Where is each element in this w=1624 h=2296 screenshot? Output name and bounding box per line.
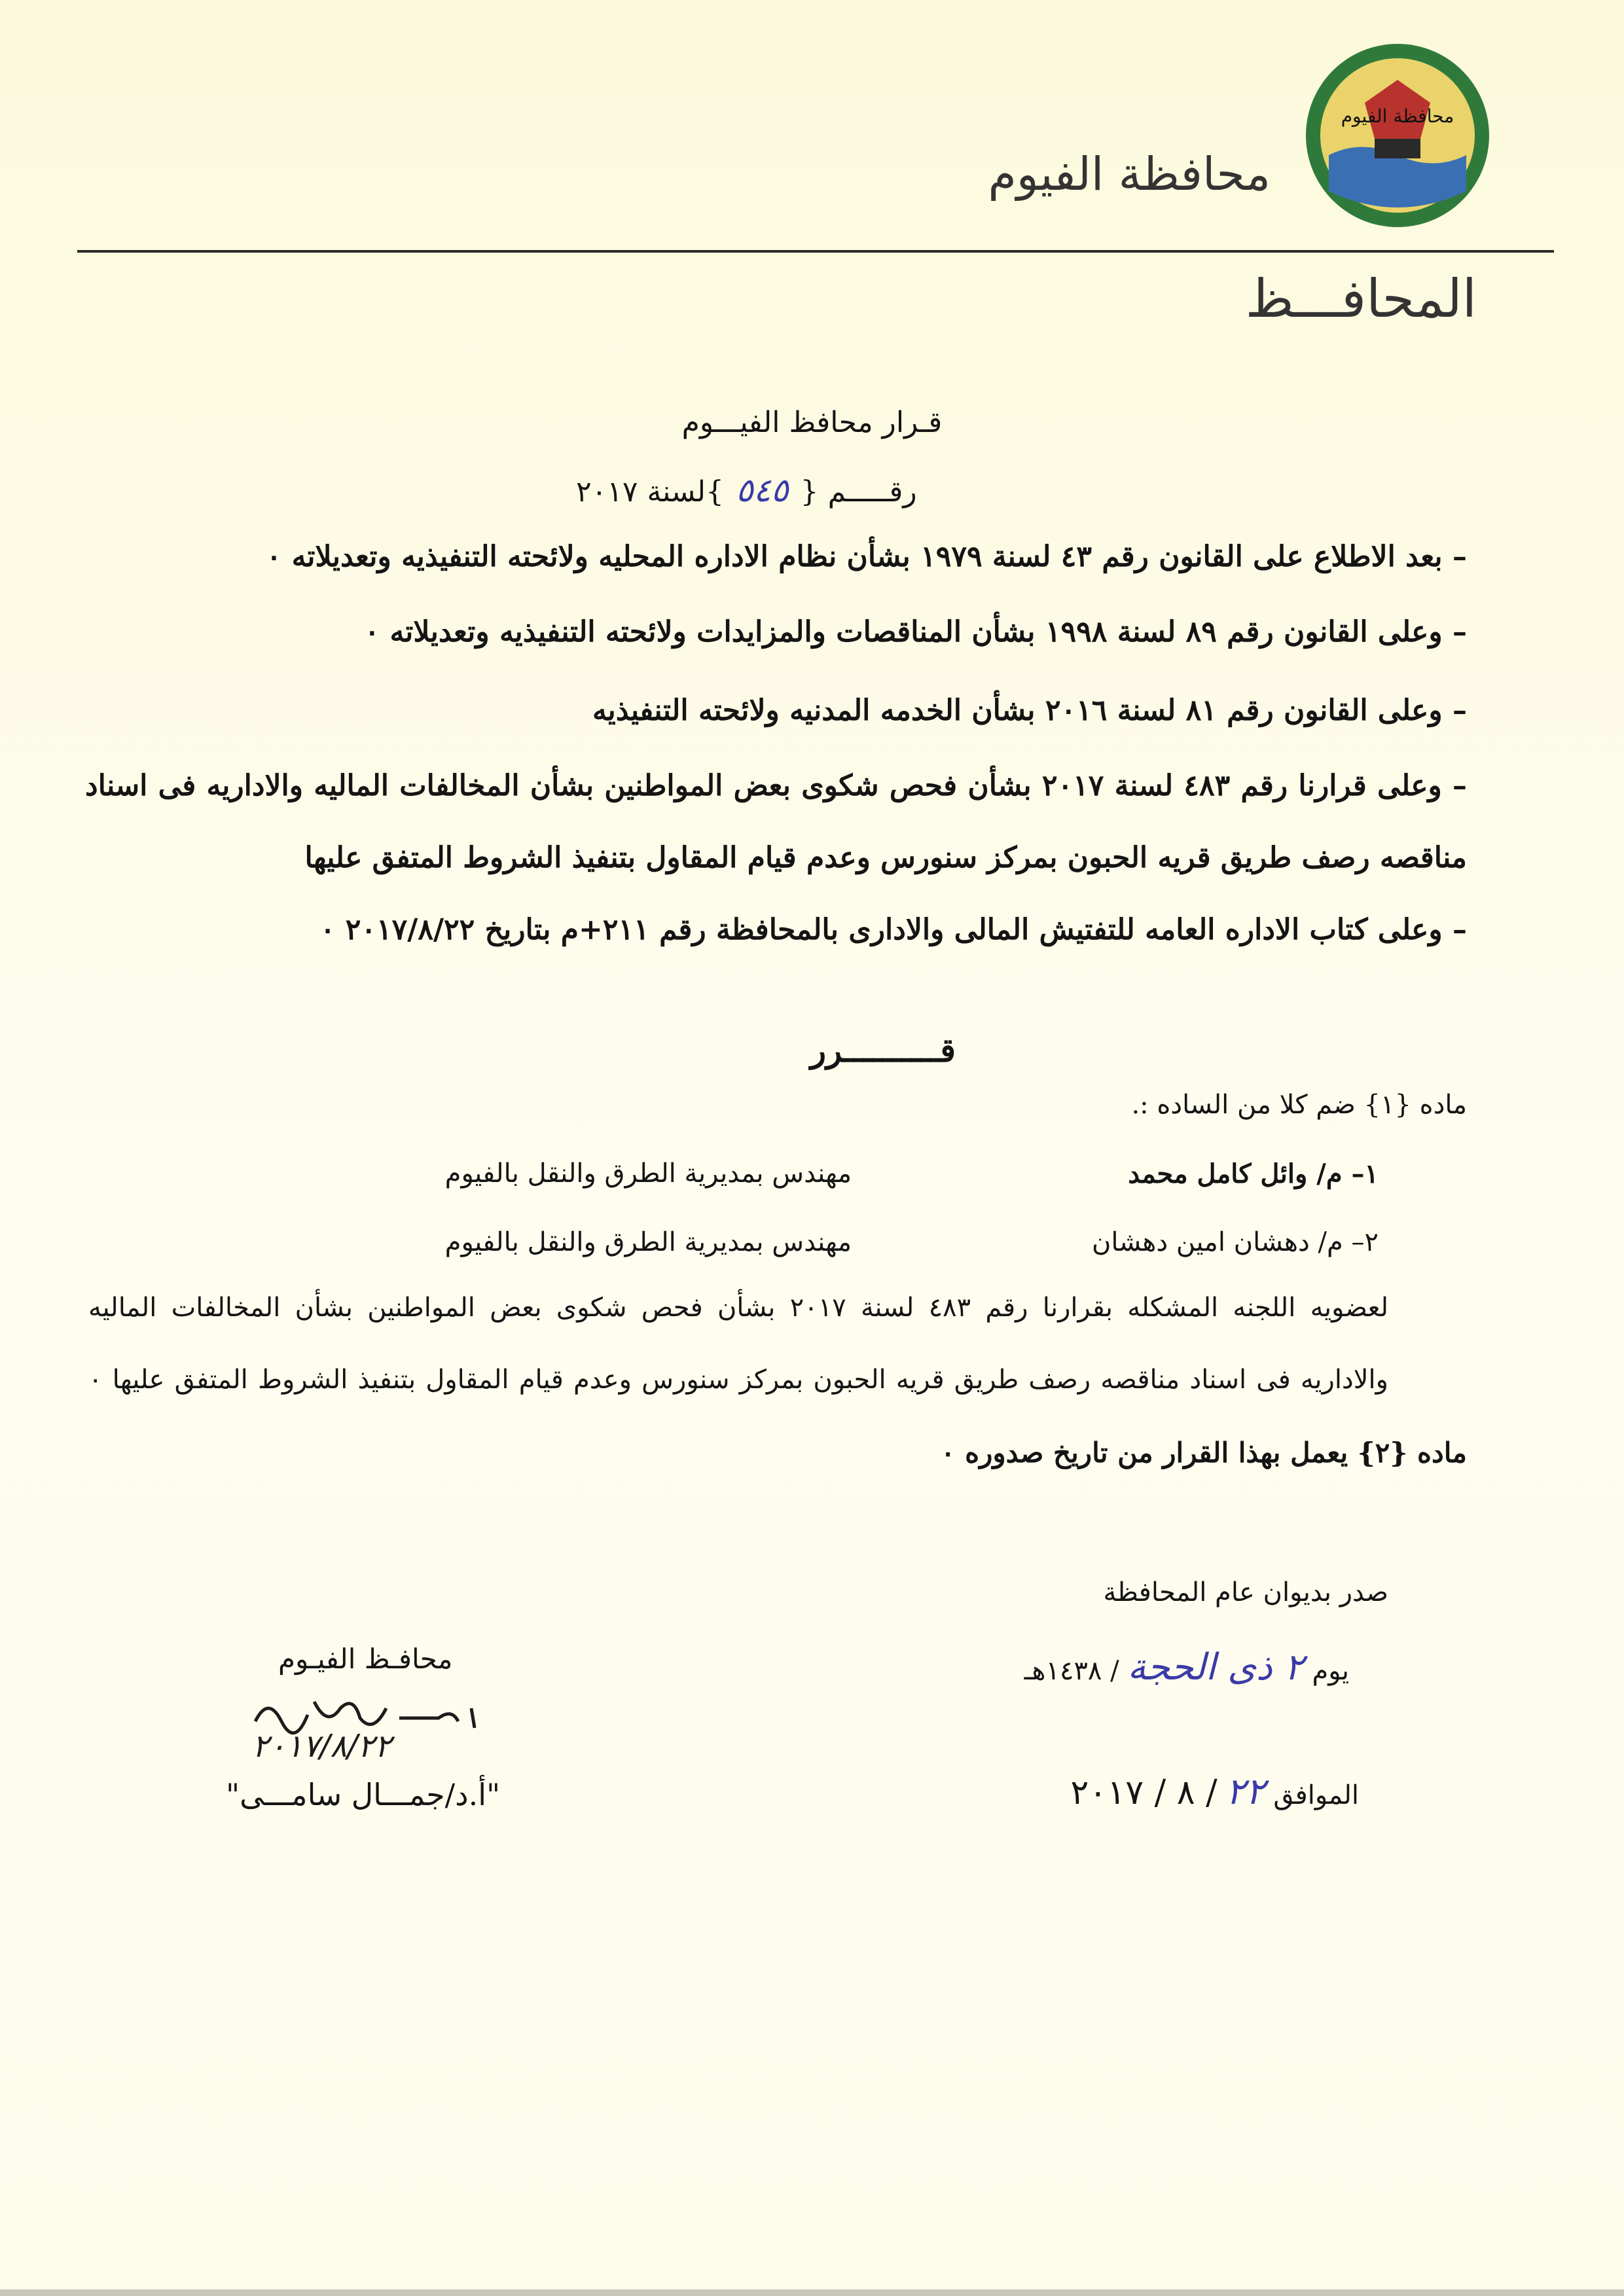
logo-text: محافظة الفيوم [1341, 105, 1454, 127]
office-title: المحافـــظ [1245, 268, 1477, 329]
member-name: ١– م/ وائل كامل محمد [1128, 1158, 1379, 1189]
membership-line: والاداريه فى اسناد مناقصه رصف طريق قريه الحبون بمركز سنورس وعدم قيام المقاول بتنفيذ الشروط المتفق عليها ٠ [88, 1365, 1388, 1395]
gregorian-date [1070, 1770, 1359, 1813]
hijri-year: / ١٤٣٨هـ [1024, 1656, 1119, 1686]
issued-at: صدر بديوان عام المحافظة [1103, 1577, 1388, 1607]
member-name: ٢– م/ دهشان امين دهشان [1092, 1227, 1379, 1257]
header-rule [77, 250, 1554, 253]
hijri-handwritten: ٢ ذى الحجة [1127, 1646, 1304, 1689]
signatory-title: محافـظ الفيـوم [278, 1643, 453, 1675]
governorate-name: محافظة الفيوم [988, 147, 1271, 201]
preamble-line: – وعلى كتاب الاداره العامه للتفتيش المالى والادارى بالمحافظة رقم ٢١١+م بتاريخ ٢٠١٧/٨/٢٢ ٠ [319, 913, 1467, 946]
preamble-line: – بعد الاطلاع على القانون رقم ٤٣ لسنة ١٩٧٩ بشأن نظام الاداره المحليه ولائحته التنفيذيه وتعديلاته ٠ [266, 540, 1467, 573]
greg-handwritten: ٢٢ [1225, 1770, 1265, 1813]
membership-line: لعضويه اللجنه المشكله بقرارنا رقم ٤٨٣ لسنة ٢٠١٧ بشأن فحص شكوى بعض المواطنين بشأن المخالفات الماليه [88, 1293, 1389, 1323]
preamble-line: مناقصه رصف طريق قريه الحبون بمركز سنورس وعدم قيام المقاول بتنفيذ الشروط المتفق عليها [304, 841, 1467, 874]
governorate-logo [1303, 41, 1492, 230]
decree-number-prefix: رقـــــم { [800, 475, 917, 509]
decree-number-suffix: }لسنة ٢٠١٧ [576, 475, 725, 509]
preamble-line: – وعلى القانون رقم ٨٩ لسنة ١٩٩٨ بشأن المناقصات والمزايدات ولائحته التنفيذيه وتعديلاته ٠ [364, 615, 1467, 649]
member-role: مهندس بمديرية الطرق والنقل بالفيوم [444, 1227, 852, 1257]
decree-title: قـرار محافظ الفيـــوم [681, 406, 943, 439]
decree-number [576, 471, 917, 509]
preamble-line: – وعلى القانون رقم ٨١ لسنة ٢٠١٦ بشأن الخدمه المدنيه ولائحته التنفيذيه [592, 694, 1467, 727]
hijri-date [1024, 1646, 1349, 1689]
hijri-prefix: يوم [1312, 1656, 1349, 1686]
greg-rest: / ٨ / ٢٠١٧ [1070, 1773, 1218, 1812]
decree-number-handwritten: ٥٤٥ [736, 471, 789, 509]
scan-edge [0, 2289, 1624, 2296]
member-role: مهندس بمديرية الطرق والنقل بالفيوم [444, 1158, 852, 1189]
signature-date: ٢٠١٧/٨/٢٢ [252, 1728, 391, 1765]
decides-heading: قــــــــــرر [810, 1031, 956, 1069]
greg-prefix: الموافق [1273, 1780, 1359, 1810]
signatory-name: "أ.د/جمـــال سامـــى" [226, 1777, 501, 1812]
article-2: ماده {٢} يعمل بهذا القرار من تاريخ صدوره ٠ [940, 1437, 1467, 1469]
article-1-intro: ماده {١} ضم كلا من الساده :. [1131, 1090, 1467, 1120]
preamble-line: – وعلى قرارنا رقم ٤٨٣ لسنة ٢٠١٧ بشأن فحص شكوى بعض المواطنين بشأن المخالفات الماليه والاداريه فى اسناد [85, 769, 1468, 802]
